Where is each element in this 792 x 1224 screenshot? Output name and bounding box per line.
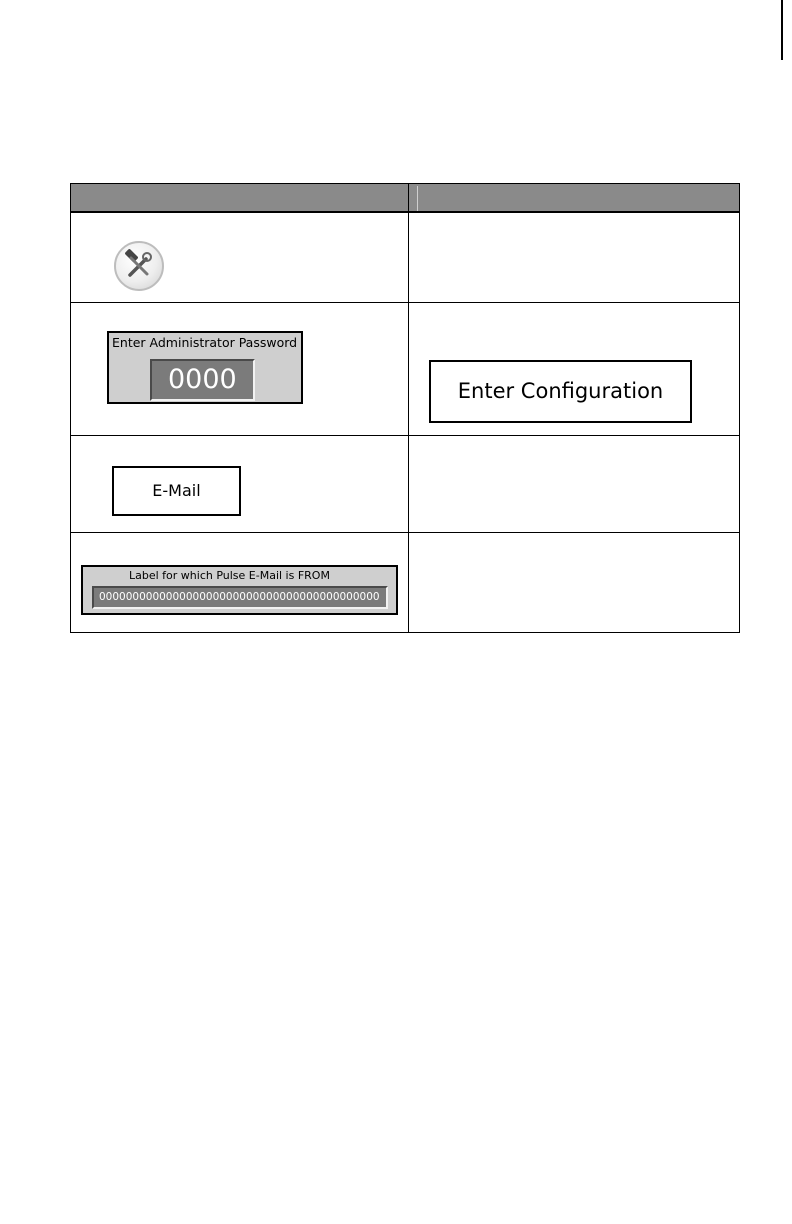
email-from-input[interactable]: 000000000000000000000000000000000000000000 (92, 586, 388, 609)
table-header-row (71, 184, 740, 213)
admin-password-panel (107, 331, 303, 404)
table-cell-right (409, 212, 740, 303)
table-cell-right (409, 436, 740, 533)
email-button[interactable]: E-Mail (112, 466, 241, 516)
crop-mark (781, 0, 783, 60)
settings-tools-icon[interactable] (114, 241, 164, 291)
email-from-label-panel (81, 565, 398, 615)
table-row (71, 303, 740, 436)
table-row (71, 212, 740, 303)
header-divider (417, 186, 418, 211)
table-header-cell-right (409, 184, 740, 213)
table-cell-left (71, 436, 409, 533)
table-row (71, 436, 740, 533)
table-cell-left (71, 303, 409, 436)
admin-password-input[interactable]: 0000 (150, 359, 255, 401)
enter-configuration-button[interactable]: Enter Configuration (429, 360, 692, 423)
table-cell-right (409, 533, 740, 633)
admin-password-label: Enter Administrator Password (112, 335, 298, 350)
email-from-label: Label for which Pulse E-Mail is FROM (129, 569, 330, 582)
table-cell-left (71, 533, 409, 633)
table-cell-left (71, 212, 409, 303)
table-row (71, 533, 740, 633)
hammer-wrench-icon (116, 243, 162, 289)
table-header-cell-left (71, 184, 409, 213)
instruction-table (70, 183, 740, 633)
table-cell-right (409, 303, 740, 436)
